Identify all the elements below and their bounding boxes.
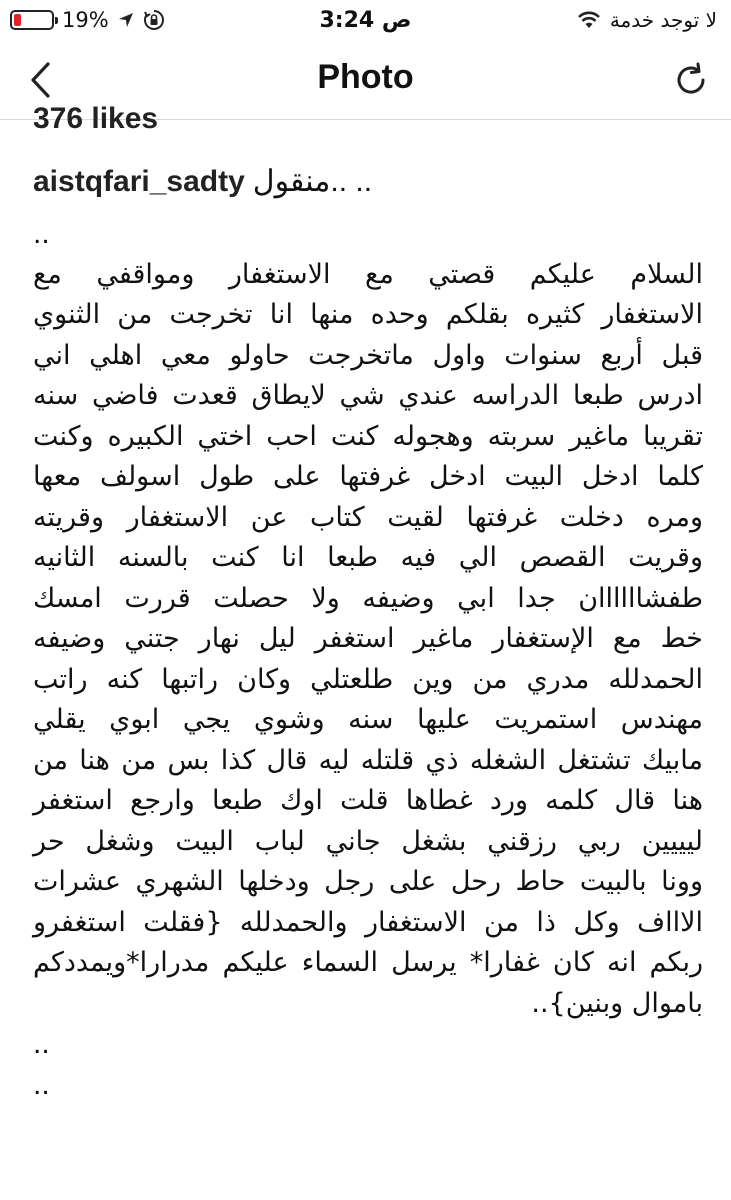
caption-line: ..	[33, 217, 50, 250]
caption-line: الاستغفار كثيره بقلكم وحده منها انا تخرجت من الثنوي	[33, 299, 703, 330]
refresh-icon	[672, 61, 710, 99]
caption-line: ربكم انه كان غفارا* يرسل السماء عليكم مدرارا*ويمددكم	[33, 947, 703, 978]
caption-line: خط مع الإستغفار ماغير استغفر ليل نهار جتني وضيفه	[33, 623, 703, 654]
caption-line: مهندس استمريت عليها سنه وشوي يجي ابوي يقلي	[33, 704, 703, 735]
caption-line: ليييين ربي رزقني بشغل جاني لباب البيت وشغل حر	[33, 825, 703, 857]
caption-body	[33, 214, 703, 1105]
username-link[interactable]: aistqfari_sadty	[33, 165, 245, 198]
caption-line: ..	[33, 1027, 50, 1060]
caption-line: باموال وبنين}..	[531, 987, 703, 1019]
carrier-text: لا توجد خدمة	[609, 8, 717, 32]
battery-percent: 19%	[62, 8, 109, 32]
page-title: Photo	[317, 58, 414, 96]
caption-header	[33, 164, 372, 199]
caption-line: وقريت القصص الي فيه طبعا انا كنت بالسنه الثانيه	[33, 542, 703, 573]
caption-line: قبل أربع سنوات واول ماتخرجت حاولو معي اهلي اني	[33, 339, 703, 371]
caption-line: تقريبا ماغير سربته وهجوله كنت احب اختي الكبيره وكنت	[33, 420, 703, 452]
status-right	[576, 8, 717, 32]
caption-line: مابيك تشتغل الشغله ذي قلتله ليه قال كذا بس من هنا من	[33, 744, 703, 776]
caption-line: هنا قال كلمه ورد غطاها قلت اوك طبعا وارجع استغفر	[33, 785, 703, 816]
post-content	[0, 102, 731, 1200]
caption-line: السلام عليكم قصتي مع الاستغفار ومواقفي مع	[33, 258, 703, 290]
likes-count[interactable]: 376 likes	[33, 102, 159, 135]
caption-line: الاااف وكل ذا من الاستغفار والحمدلله {فقلت استغفرو	[33, 906, 703, 938]
wifi-icon	[576, 10, 602, 30]
caption-snippet: .. ..منقول	[252, 165, 373, 198]
caption-line: الحمدلله مدري من وين طلعتلي وكان راتبها كنه راتب	[33, 663, 703, 695]
caption-line: كلما ادخل البيت ادخل غرفتها على طول اسولف معها	[33, 461, 703, 492]
refresh-button[interactable]	[669, 58, 713, 102]
status-time: 3:24 ص	[319, 8, 412, 33]
caption-line: وونا بالبيت حاط رحل على رجل ودخلها الشهري عشرات	[33, 866, 703, 897]
caption-line: ادرس طبعا الدراسه عندي شي لايطاق قعدت فاضي سنه	[33, 380, 703, 411]
caption-line: ومره دخلت غرفتها لقيت كتاب عن الاستغفار وقريته	[33, 501, 703, 533]
status-bar	[0, 0, 731, 40]
caption-line: ..	[33, 1067, 50, 1101]
caption-line: طفشاااااان جدا ابي وضيفه ولا حصلت قررت امسك	[33, 582, 703, 614]
